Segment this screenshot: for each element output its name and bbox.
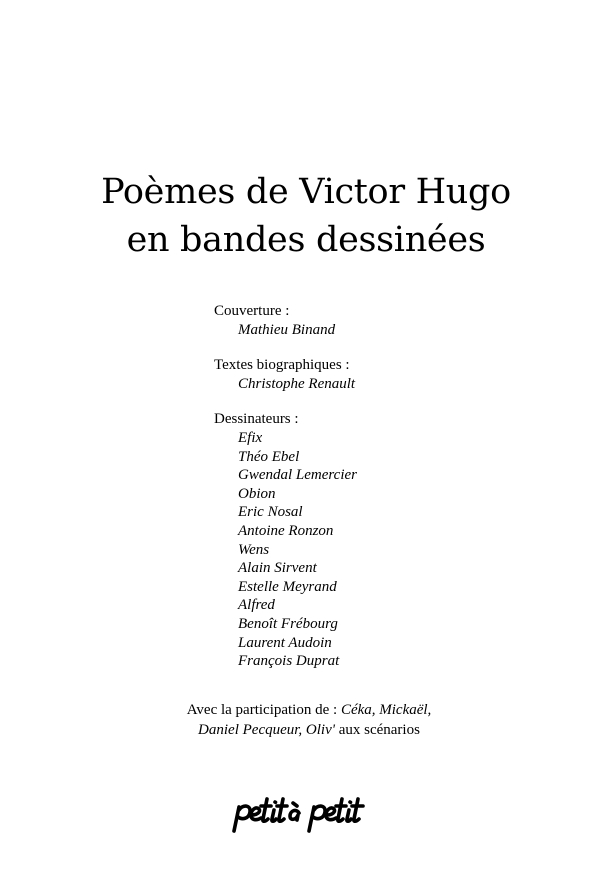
participation-suffix: aux scénarios xyxy=(334,722,420,738)
artist-name: Obion xyxy=(238,485,276,502)
participation-line-2 xyxy=(0,720,612,740)
artist-name: Alain Sirvent xyxy=(238,560,317,577)
bio-credit xyxy=(214,356,357,393)
cover-artist-name: Mathieu Binand xyxy=(238,321,336,338)
participation-writers-2: Daniel Pecqueur, Oliv' xyxy=(198,722,335,738)
artist-name: Wens xyxy=(238,541,270,558)
artist-name: Théo Ebel xyxy=(238,448,300,465)
artist-name: Eric Nosal xyxy=(238,504,303,521)
bio-author-name: Christophe Renault xyxy=(238,375,356,392)
artist-name: Estelle Meyrand xyxy=(238,578,337,595)
participation-line-1 xyxy=(0,700,612,720)
participation-note xyxy=(0,700,612,740)
participation-writers-1: Céka, Mickaël, xyxy=(340,702,432,718)
artist-name: Efix xyxy=(238,429,263,446)
participation-intro: Avec la participation de : xyxy=(186,702,341,718)
artist-name: Antoine Ronzon xyxy=(238,522,334,539)
artists-label: Dessinateurs : xyxy=(214,411,299,428)
cover-label: Couverture : xyxy=(214,303,290,319)
artist-name: Laurent Audoin xyxy=(238,634,332,651)
title-line-1: Poèmes de Victor Hugo xyxy=(101,172,511,212)
publisher-logo xyxy=(230,793,380,837)
bio-label: Textes biographiques : xyxy=(214,357,350,374)
artists-credit xyxy=(214,410,357,670)
title-line-2: en bandes dessinées xyxy=(126,220,486,260)
bio-names xyxy=(214,375,357,394)
book-title xyxy=(0,168,612,264)
artist-name: François Duprat xyxy=(238,653,340,670)
artist-name: Benoît Frébourg xyxy=(238,615,338,632)
cover-credit xyxy=(214,302,357,339)
artist-name: Alfred xyxy=(238,597,275,614)
cover-names xyxy=(214,321,357,340)
credits-block xyxy=(214,302,357,688)
artists-names xyxy=(214,429,357,671)
artist-name: Gwendal Lemercier xyxy=(238,467,358,484)
